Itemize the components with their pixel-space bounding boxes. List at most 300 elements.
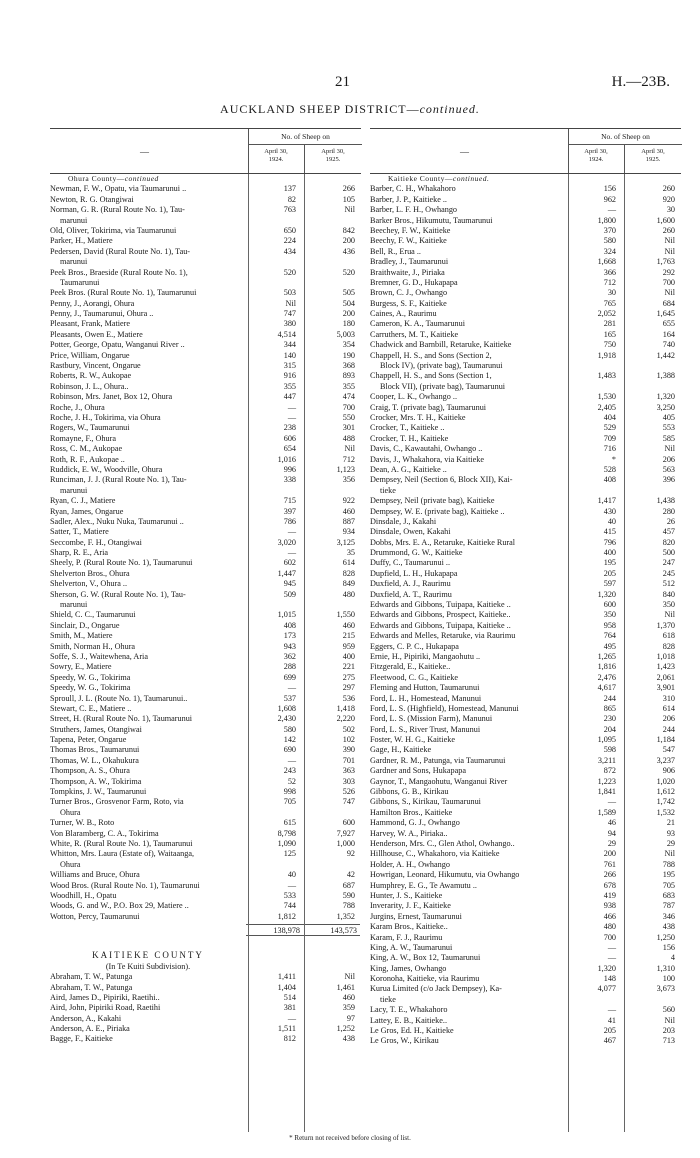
owner-name: Sheely, P. (Rural Route No. 1), Taumarunui [50, 558, 193, 568]
owner-name: Chadwick and Barnbill, Retaruke, Kaitieke [370, 340, 512, 350]
sheep-1924: 495 [603, 641, 616, 651]
sheep-1924: 224 [283, 236, 296, 246]
sheep-1924: 140 [283, 350, 296, 360]
sheep-1925: 346 [662, 911, 675, 921]
table-row [370, 569, 681, 579]
table-row [370, 652, 681, 662]
sheep-1924: 615 [283, 818, 296, 828]
sheep-1924: 1,530 [597, 392, 616, 402]
owner-name: Lattey, E. B., Kaitieke.. [370, 1015, 447, 1025]
table-row [370, 247, 681, 257]
sheep-1924: 156 [603, 184, 616, 194]
sheep-1924: 764 [603, 631, 616, 641]
sheep-1924: 40 [607, 516, 616, 526]
sheep-1924: 362 [283, 651, 296, 661]
owner-name: Jurgins, Ernest, Taumarunui [370, 911, 462, 921]
table-row [370, 621, 681, 631]
owner-name: Roche, J. H., Tokirima, via Ohura [50, 412, 161, 422]
table-row [370, 413, 681, 423]
owner-name: Sherson, G. W. (Rural Route No. 1), Tau- [50, 589, 186, 599]
owner-name: Gardner and Sons, Hukapapa [370, 766, 466, 776]
sheep-1924: 94 [607, 828, 616, 838]
sheep-1925: 563 [662, 464, 675, 474]
table-row [370, 278, 681, 288]
sheep-1924: — [287, 527, 296, 537]
owner-name: marunui [60, 600, 88, 610]
sheep-1924: 1,411 [277, 972, 296, 982]
table-row [50, 610, 361, 620]
totals-row: 138,978 143,573 [50, 924, 361, 936]
sheep-1924: 786 [283, 516, 296, 526]
sheep-1925: Nil [664, 849, 675, 859]
table-row [370, 299, 681, 309]
owner-name: Von Blaramberg, C. A., Tokirima [50, 828, 159, 838]
sheep-1924: 1,483 [597, 371, 616, 381]
sheep-1924: 699 [283, 672, 296, 682]
sheep-1924: 503 [283, 288, 296, 298]
table-row [50, 1034, 361, 1044]
owner-name: Thompson, A. W., Tokirima [50, 776, 142, 786]
sheep-1924: 397 [283, 506, 296, 516]
sheep-1925: Nil [664, 246, 675, 256]
table-row [370, 236, 681, 246]
sheep-1925: 526 [342, 787, 355, 797]
table-row [370, 465, 681, 475]
sheep-1925: 488 [342, 433, 355, 443]
sheep-1924: 148 [603, 974, 616, 984]
table-row [50, 891, 361, 901]
owner-name: Chappell, H. S., and Sons (Section 1, [370, 371, 492, 381]
sheep-1925 [301, 600, 358, 610]
owner-name: Dempsey, W. E. (private bag), Kaitieke .. [370, 506, 505, 516]
sheep-1925: 1,442 [656, 350, 675, 360]
table-row [370, 579, 681, 589]
sheep-1924: 580 [283, 724, 296, 734]
table-row [370, 257, 681, 267]
table-row [50, 351, 361, 361]
owner-name: Pedersen, David (Rural Route No. 1), Tau- [50, 246, 191, 256]
sheep-1924: 204 [603, 724, 616, 734]
sheep-1924: 2,430 [277, 714, 296, 724]
sheep-1925: 547 [662, 745, 675, 755]
owner-name: Sharp, R. E., Aria [50, 548, 108, 558]
table-row [50, 787, 361, 797]
owner-name: Abraham, T. W., Patunga [50, 972, 133, 982]
table-row [370, 912, 681, 922]
owner-name: Parker, H., Matiere [50, 236, 113, 246]
owner-name: Rastbury, Vincent, Ongarue [50, 361, 141, 371]
owner-name: Pleasant, Frank, Matiere [50, 319, 131, 329]
table-row [370, 995, 681, 1005]
sheep-1925: 438 [662, 922, 675, 932]
sheep-1924 [246, 486, 301, 496]
sheep-1924: 466 [603, 911, 616, 921]
owner-name: Tapena, Peter, Ongarue [50, 735, 127, 745]
owner-name: Potter, George, Opatu, Wanganui River .. [50, 340, 185, 350]
sheep-1924: 315 [283, 361, 296, 371]
table-row [370, 496, 681, 506]
sheep-1925: 1,423 [656, 662, 675, 672]
sheep-1925: 280 [662, 506, 675, 516]
sheep-1924: 509 [283, 589, 296, 599]
table-row [50, 486, 361, 496]
sheep-1924: 712 [603, 277, 616, 287]
sheep-1924: 125 [283, 849, 296, 859]
sheep-1925: 922 [342, 496, 355, 506]
table-row [370, 673, 681, 683]
owner-name: Gardner, R. M., Patunga, via Taumarunui [370, 755, 506, 765]
sheep-1925: 713 [662, 1036, 675, 1046]
sheep-1925: 1,018 [656, 651, 675, 661]
owner-name: Robinson, Mrs. Janet, Box 12, Ohura [50, 392, 173, 402]
sheep-1925: 245 [662, 568, 675, 578]
table-row [370, 517, 681, 527]
table-row [50, 455, 361, 465]
owner-name: Karam, F. J., Raurimu [370, 932, 443, 942]
table-row [50, 1024, 361, 1034]
owner-name: Hillhouse, C., Whakahoro, via Kaitieke [370, 849, 500, 859]
sheep-1925: 355 [342, 381, 355, 391]
sheep-1925: 3,125 [336, 537, 355, 547]
table-row [370, 434, 681, 444]
table-row [50, 881, 361, 891]
owner-name: Harvey, W. A., Piriaka.. [370, 828, 448, 838]
sheep-1924: 467 [603, 1036, 616, 1046]
sheep-1924: 650 [283, 225, 296, 235]
sheep-1925: 460 [342, 620, 355, 630]
owner-name: marunui [60, 485, 88, 495]
table-row [370, 527, 681, 537]
sheep-1924: 1,511 [277, 1024, 296, 1034]
sheep-1925: 1,550 [336, 610, 355, 620]
sheep-1924: 415 [603, 527, 616, 537]
sheep-1924: 705 [283, 797, 296, 807]
table-row [370, 455, 681, 465]
sheep-1925: 460 [342, 992, 355, 1002]
sheep-1925: 504 [342, 298, 355, 308]
name-column-header: — [460, 147, 469, 157]
table-row [50, 579, 361, 589]
table-row [50, 507, 361, 517]
owner-name: Edwards and Gibbons, Tuipapa, Kaitieke .. [370, 620, 511, 630]
owner-name: Speedy, W. G., Tokirima [50, 683, 131, 693]
sheep-1925 [301, 257, 358, 267]
sheep-1925: 457 [662, 527, 675, 537]
owner-name: Duxfield, A. T., Raurimu [370, 589, 452, 599]
sheep-1925: 2,220 [336, 714, 355, 724]
owner-name: Shelverton Bros., Ohura [50, 568, 130, 578]
owner-name: tieke [380, 994, 396, 1004]
owner-name: Smith, M., Matiere [50, 631, 113, 641]
table-row [370, 777, 681, 787]
year-1925-header: April 30, 1925. [624, 144, 681, 173]
owner-name: Ford, L. S. (Mission Farm), Manunui [370, 714, 493, 724]
table-columns [50, 128, 683, 1130]
owner-name: Satter, T., Matiere [50, 527, 109, 537]
sheep-1925: 959 [342, 641, 355, 651]
owner-name: Smith, Norman H., Ohura [50, 641, 136, 651]
owner-name: Gibbons, G. B., Kirikau [370, 787, 449, 797]
sheep-1924 [246, 216, 301, 226]
table-row [50, 538, 361, 548]
table-row [370, 195, 681, 205]
sheep-1925: 920 [662, 194, 675, 204]
table-row [370, 891, 681, 901]
table-row [370, 205, 681, 215]
sheep-1925: 156 [662, 942, 675, 952]
table-row [50, 382, 361, 392]
sheep-1924: — [607, 1005, 616, 1015]
owner-name: Ohura [60, 859, 81, 869]
sheep-1925: 1,600 [656, 215, 675, 225]
table-row [50, 600, 361, 610]
sheep-1925: 400 [342, 651, 355, 661]
table-row [50, 330, 361, 340]
sheep-1925: Nil [344, 972, 355, 982]
owner-name: Inverarity, J. F., Kaitieke [370, 901, 451, 911]
sheep-1924: 938 [603, 901, 616, 911]
owner-name: Ernie, H., Pipiriki, Mangaohutu .. [370, 651, 481, 661]
owner-name: Thomas, W. L., Okahukura [50, 755, 139, 765]
sheep-1925: Nil [344, 205, 355, 215]
table-row [370, 683, 681, 693]
owner-name: Roth, R. F., Aukopae .. [50, 454, 125, 464]
sheep-1925: 1,388 [656, 371, 675, 381]
sheep-1925: 200 [342, 309, 355, 319]
sheep-1924: 514 [283, 992, 296, 1002]
owner-name: Barber, J. P., Kaitieke .. [370, 194, 447, 204]
sheep-1924: — [287, 402, 296, 412]
sheep-1925: 215 [342, 631, 355, 641]
owner-name: Duxfield, A. J., Raurimu [370, 579, 451, 589]
table-row [370, 507, 681, 517]
sheep-1924: 281 [603, 319, 616, 329]
owner-name: Woodhill, H., Opatu [50, 890, 117, 900]
table-row [370, 610, 681, 620]
sheep-1924: 1,320 [597, 963, 616, 973]
sheep-1925: 368 [342, 361, 355, 371]
sheep-1924: 419 [603, 890, 616, 900]
owner-name: Newton, R. G. Otangiwai [50, 194, 134, 204]
page-number: 21 [335, 74, 350, 90]
sheep-1925: 840 [662, 589, 675, 599]
sheep-1925: 684 [662, 298, 675, 308]
sheep-1925: 1,123 [336, 464, 355, 474]
owner-name: Roche, J., Ohura [50, 402, 105, 412]
table-row [370, 1005, 681, 1015]
owner-name: Fleming and Hutton, Taumarunui [370, 683, 480, 693]
sheep-1924: 1,841 [597, 787, 616, 797]
sheep-1924: — [607, 205, 616, 215]
sheep-1925: 683 [662, 890, 675, 900]
table-row [50, 205, 361, 215]
sheep-1924: * [611, 454, 616, 464]
owner-name: Fitzgerald, E., Kaitieke.. [370, 662, 451, 672]
sheep-1924: 404 [603, 412, 616, 422]
sheep-1925: 550 [342, 412, 355, 422]
owner-name: Aird, James D., Pipiriki, Raetihi.. [50, 992, 160, 1002]
sheep-1925: 247 [662, 558, 675, 568]
table-row [370, 486, 681, 496]
owner-name: tieke [380, 485, 396, 495]
owner-name: Thomas Bros., Taumarunui [50, 745, 140, 755]
owner-name: Duffy, C., Taumarunui .. [370, 558, 451, 568]
table-row [50, 361, 361, 371]
sheep-1925: 740 [662, 340, 675, 350]
sheep-1924: 41 [607, 1015, 616, 1025]
table-row [370, 943, 681, 953]
table-row [370, 662, 681, 672]
sheep-1924 [566, 995, 621, 1005]
owner-name: Dupfield, L. H., Hukapapa [370, 568, 458, 578]
owner-name: Ford, L. S., River Trust, Manunui [370, 724, 481, 734]
sheep-1925: 93 [666, 828, 675, 838]
table-row [370, 797, 681, 807]
table-row [50, 278, 361, 288]
sheep-1924: 2,405 [597, 402, 616, 412]
sheep-1925: 560 [662, 1005, 675, 1015]
owner-name: Le Gros, Ed. H., Kaitieke [370, 1026, 454, 1036]
sheep-1924: 1,918 [597, 350, 616, 360]
table-row [370, 745, 681, 755]
owner-name: Gaynor, T., Mangaohutu, Wanganui River [370, 776, 508, 786]
table-row [370, 725, 681, 735]
owner-name: Abraham, T. W., Patunga [50, 982, 133, 992]
owner-name: Anderson, A. E., Piriaka [50, 1024, 130, 1034]
sheep-1924: 137 [283, 184, 296, 194]
left-table-body [50, 174, 361, 1132]
table-row [370, 444, 681, 454]
owner-name: Barber, L. F. H., Owhango [370, 205, 458, 215]
owner-name: Foster, W. H. G., Kaitieke [370, 735, 455, 745]
table-row [370, 340, 681, 350]
table-row [50, 195, 361, 205]
sheep-1924: 1,812 [277, 911, 296, 921]
sheep-1924: — [607, 942, 616, 952]
sheep-1925: Nil [344, 444, 355, 454]
sheep-1925: 190 [342, 350, 355, 360]
sheep-1925: 1,763 [656, 257, 675, 267]
table-row [370, 423, 681, 433]
county-subheading: (In Te Kuiti Subdivision). [105, 962, 191, 972]
table-row [370, 371, 681, 381]
sheep-1925: 164 [662, 329, 675, 339]
table-row [50, 558, 361, 568]
owner-name: marunui [60, 257, 88, 267]
owner-name: Carruthers, M. T., Kaitieke [370, 329, 459, 339]
sheep-1925 [621, 361, 678, 371]
owner-name: Barber, C. H., Whakahoro [370, 184, 456, 194]
table-row [370, 860, 681, 870]
sheep-1925: 3,250 [656, 402, 675, 412]
sheep-1925: 5,003 [336, 329, 355, 339]
owner-name: Crocker, T., Kaitieke .. [370, 423, 445, 433]
sheep-1925: 520 [342, 267, 355, 277]
table-row [50, 714, 361, 724]
sheep-1925: 21 [666, 818, 675, 828]
table-row [370, 714, 681, 724]
owner-name: Edwards and Gibbons, Prospect, Kaitieke.. [370, 610, 511, 620]
sheep-1925: 1,320 [656, 392, 675, 402]
sheep-1925: 1,250 [656, 932, 675, 942]
owner-name: Woods, G. and W., P.O. Box 29, Matiere .. [50, 901, 189, 911]
owner-name: Speedy, W. G., Tokirima [50, 672, 131, 682]
sheep-1924: 205 [603, 1026, 616, 1036]
sheep-1925: 92 [346, 849, 355, 859]
owner-name: Penny, J., Aorangi, Ohura [50, 298, 135, 308]
owner-name: King, A. W., Taumarunui [370, 942, 453, 952]
sheep-1925: 29 [666, 839, 675, 848]
owner-name: Crocker, Mrs. T. H., Kaitieke [370, 412, 466, 422]
sheep-1924: 761 [603, 859, 616, 869]
sheep-1925: 203 [662, 1026, 675, 1036]
table-row [370, 558, 681, 568]
sheep-1924 [566, 486, 621, 496]
sheep-1925: 275 [342, 672, 355, 682]
table-row [50, 735, 361, 745]
sheep-1925: 460 [342, 506, 355, 516]
sheep-1924: 350 [603, 610, 616, 620]
year-1924-header: April 30, 1924. [568, 144, 623, 173]
sheep-1925: 614 [662, 703, 675, 713]
sheep-1925: 260 [662, 225, 675, 235]
sheep-1924: 238 [283, 423, 296, 433]
table-row [370, 839, 681, 849]
sheep-1925: 787 [662, 901, 675, 911]
sheep-1924: 200 [603, 849, 616, 859]
sheep-1924: 796 [603, 537, 616, 547]
table-row [50, 403, 361, 413]
sheep-1925: 1,370 [656, 620, 675, 630]
table-row [50, 797, 361, 807]
table-row [50, 257, 361, 267]
table-row [370, 1036, 681, 1046]
sheep-1924: 1,417 [597, 496, 616, 506]
owner-name: Street, H. (Rural Route No. 1), Taumarunui [50, 714, 193, 724]
owner-name: Ryan, C. J., Matiere [50, 496, 116, 506]
sheep-1925: 502 [342, 724, 355, 734]
sheep-1925: 1,742 [656, 797, 675, 807]
owner-name: Peek Bros., Braeside (Rural Route No. 1), [50, 267, 188, 277]
sheep-1925: 700 [662, 277, 675, 287]
sheep-1924: 1,016 [277, 454, 296, 464]
right-table-header [370, 128, 681, 174]
table-row [50, 860, 361, 870]
owner-name: Sproull, J. L. (Route No. 1), Taumarunui.. [50, 693, 188, 703]
sheep-1924: 52 [287, 776, 296, 786]
table-row [370, 631, 681, 641]
sheep-1925: 292 [662, 267, 675, 277]
owner-name: Crocker, T. H., Kaitieke [370, 433, 449, 443]
sheep-on-header: No. of Sheep on [568, 129, 682, 145]
table-row [370, 735, 681, 745]
sheep-1924: 480 [603, 922, 616, 932]
sheep-1925: 354 [342, 340, 355, 350]
sheep-1924: 366 [603, 267, 616, 277]
table-row [370, 964, 681, 974]
owner-name: Shelverton, V., Ohura .. [50, 579, 128, 589]
owner-name: Burgess, S. F., Kaitieke [370, 298, 447, 308]
sheep-1924: 434 [283, 246, 296, 256]
sheep-1924: 244 [603, 693, 616, 703]
owner-name: Kurua Limited (c/o Jack Dempsey), Ka- [370, 984, 502, 994]
table-row [370, 818, 681, 828]
owner-name: Turner Bros., Grosvenor Farm, Roto, via [50, 797, 184, 807]
sheep-1924: 812 [283, 1034, 296, 1044]
table-row [50, 673, 361, 683]
sheep-1924: 765 [603, 298, 616, 308]
owner-name: Stewart, C. E., Matiere .. [50, 703, 132, 713]
